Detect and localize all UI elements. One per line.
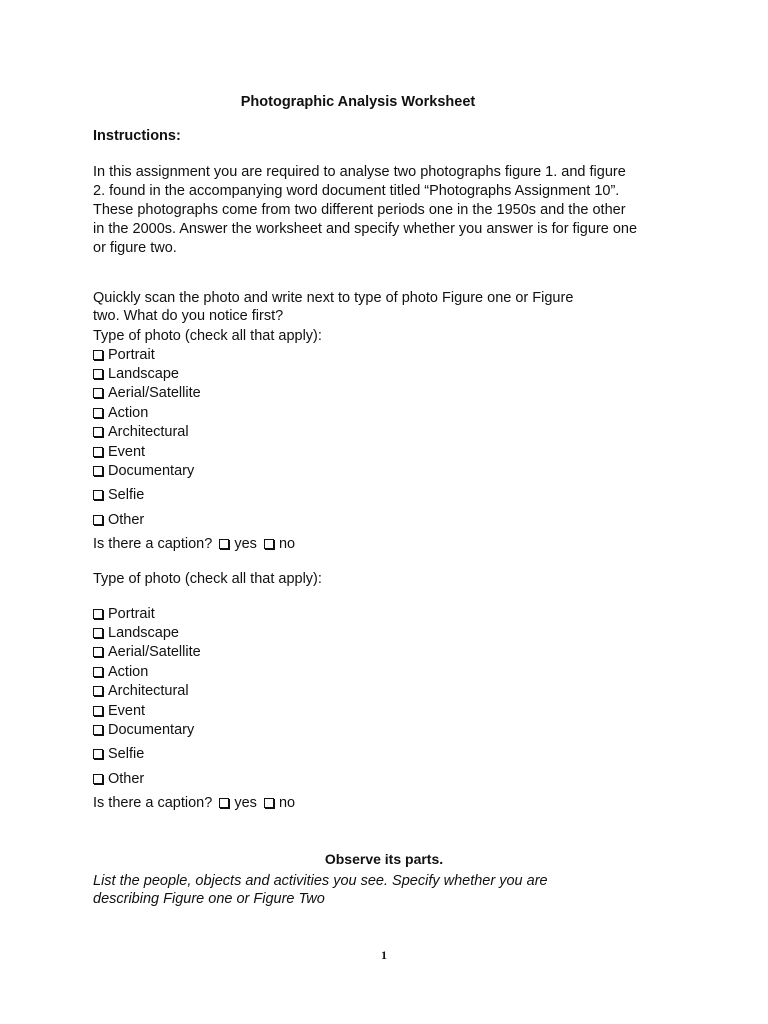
checkbox-icon[interactable] bbox=[93, 609, 103, 619]
option-other-1[interactable]: Other bbox=[93, 511, 144, 530]
option-portrait-2[interactable]: Portrait bbox=[93, 605, 155, 624]
option-documentary-2[interactable]: Documentary bbox=[93, 721, 194, 740]
instructions-line: in the 2000s. Answer the worksheet and specify whether you answer is for figure one bbox=[93, 221, 638, 237]
option-aerial-satellite-2[interactable]: Aerial/Satellite bbox=[93, 643, 201, 662]
checkbox-icon[interactable] bbox=[93, 408, 103, 418]
checkbox-icon[interactable] bbox=[93, 647, 103, 657]
scan-paragraph bbox=[93, 289, 693, 325]
checkbox-icon[interactable] bbox=[93, 427, 103, 437]
checkbox-icon[interactable] bbox=[93, 447, 103, 457]
instructions-line: or figure two. bbox=[93, 240, 177, 256]
option-action-2[interactable]: Action bbox=[93, 663, 148, 682]
caption-no-label-2: no bbox=[278, 795, 296, 811]
option-architectural-1[interactable]: Architectural bbox=[93, 423, 189, 442]
caption-question-2: Is there a caption? yes no bbox=[93, 795, 296, 811]
caption-yes-label-1: yes bbox=[234, 536, 257, 552]
option-documentary-1[interactable]: Documentary bbox=[93, 462, 194, 481]
instructions-line: In this assignment you are required to analyse two photographs figure 1. and figure bbox=[93, 164, 626, 180]
instructions-heading: Instructions: bbox=[93, 128, 181, 144]
instructions-paragraph bbox=[93, 163, 693, 258]
scan-line: Quickly scan the photo and write next to type of photo Figure one or Figure bbox=[93, 290, 574, 306]
checkbox-icon[interactable] bbox=[93, 369, 103, 379]
option-portrait-1[interactable]: Portrait bbox=[93, 346, 155, 365]
instructions-line: 2. found in the accompanying word document titled “Photographs Assignment 10”. bbox=[93, 183, 620, 199]
option-architectural-2[interactable]: Architectural bbox=[93, 682, 189, 701]
page-title: Photographic Analysis Worksheet bbox=[240, 94, 476, 110]
caption-yes-checkbox-1[interactable] bbox=[219, 539, 229, 549]
checkbox-icon[interactable] bbox=[93, 725, 103, 735]
observe-paragraph bbox=[93, 872, 693, 908]
checkbox-icon[interactable] bbox=[93, 667, 103, 677]
checkbox-icon[interactable] bbox=[93, 350, 103, 360]
option-landscape-2[interactable]: Landscape bbox=[93, 624, 179, 643]
option-other-2[interactable]: Other bbox=[93, 770, 144, 789]
option-selfie-1[interactable]: Selfie bbox=[93, 486, 144, 505]
observe-heading: Observe its parts. bbox=[324, 851, 444, 867]
caption-no-checkbox-1[interactable] bbox=[264, 539, 274, 549]
caption-question-1: Is there a caption? yes no bbox=[93, 536, 296, 552]
checkbox-icon[interactable] bbox=[93, 515, 103, 525]
caption-yes-label-2: yes bbox=[234, 795, 257, 811]
type-of-photo-label-2: Type of photo (check all that apply): bbox=[93, 571, 322, 587]
instructions-line: These photographs come from two different periods one in the 1950s and the other bbox=[93, 202, 626, 218]
option-landscape-1[interactable]: Landscape bbox=[93, 365, 179, 384]
caption-no-checkbox-2[interactable] bbox=[264, 798, 274, 808]
checkbox-icon[interactable] bbox=[93, 490, 103, 500]
checkbox-icon[interactable] bbox=[93, 749, 103, 759]
checkbox-icon[interactable] bbox=[93, 706, 103, 716]
checkbox-icon[interactable] bbox=[93, 686, 103, 696]
checkbox-icon[interactable] bbox=[93, 774, 103, 784]
type-of-photo-label-1: Type of photo (check all that apply): bbox=[93, 328, 322, 344]
checkbox-icon[interactable] bbox=[93, 628, 103, 638]
observe-line: describing Figure one or Figure Two bbox=[93, 891, 325, 907]
page-number: 1 bbox=[381, 948, 387, 962]
checkbox-icon[interactable] bbox=[93, 466, 103, 476]
caption-yes-checkbox-2[interactable] bbox=[219, 798, 229, 808]
observe-line: List the people, objects and activities you see. Specify whether you are bbox=[93, 873, 548, 889]
option-selfie-2[interactable]: Selfie bbox=[93, 745, 144, 764]
option-event-1[interactable]: Event bbox=[93, 443, 145, 462]
checkbox-icon[interactable] bbox=[93, 388, 103, 398]
option-event-2[interactable]: Event bbox=[93, 702, 145, 721]
option-action-1[interactable]: Action bbox=[93, 404, 148, 423]
option-aerial-satellite-1[interactable]: Aerial/Satellite bbox=[93, 384, 201, 403]
scan-line: two. What do you notice first? bbox=[93, 308, 284, 324]
caption-no-label-1: no bbox=[278, 536, 296, 552]
